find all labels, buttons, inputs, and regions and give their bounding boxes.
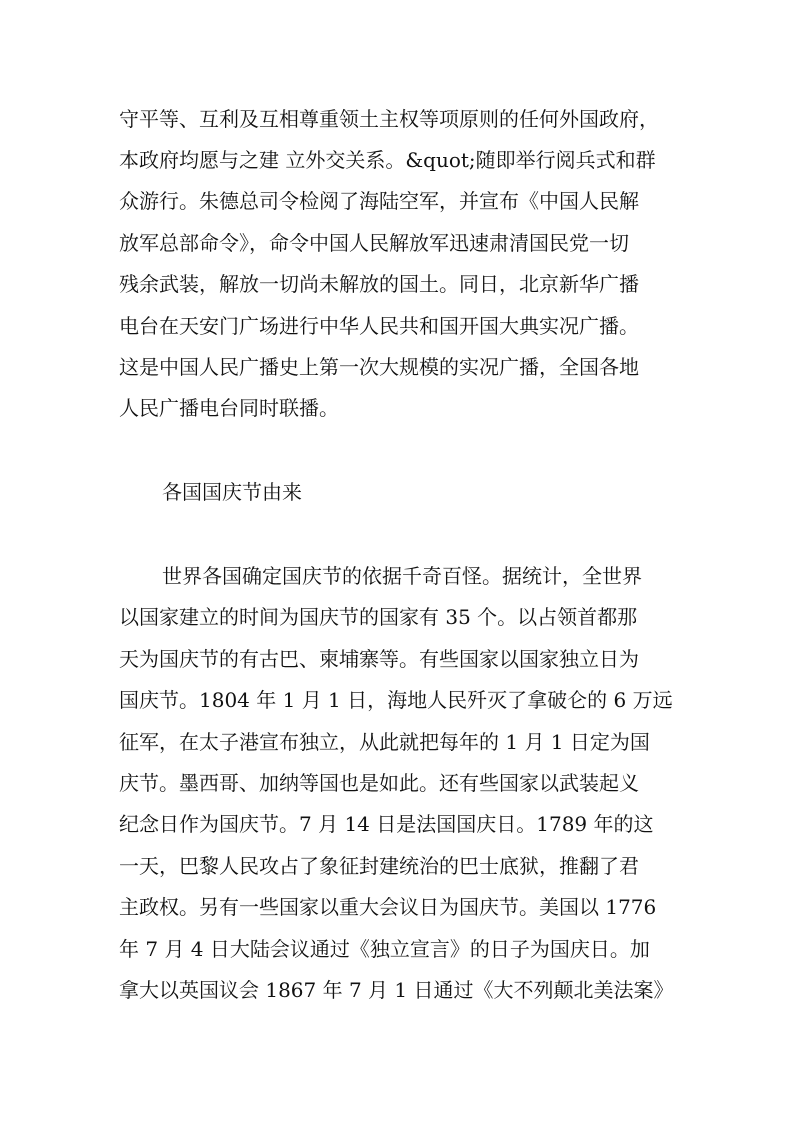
paragraph-line: 一天，巴黎人民攻占了象征封建统治的巴士底狱，推翻了君 (119, 854, 639, 878)
paragraph-line: 电台在天安门广场进行中华人民共和国开国大典实况广播。 (119, 314, 639, 338)
paragraph-line: 本政府均愿与之建 立外交关系。&quot;随即举行阅兵式和群 (119, 148, 656, 172)
paragraph-line: 年 7 月 4 日大陆会议通过《独立宣言》的日子为国庆日。加 (119, 937, 650, 961)
paragraph-line: 放军总部命令》，命令中国人民解放军迅速肃清国民党一切 (119, 231, 629, 255)
paragraph-line: 拿大以英国议会 1867 年 7 月 1 日通过《大不列颠北美法案》 (119, 978, 674, 1002)
paragraph-line: 世界各国确定国庆节的依据千奇百怪。据统计，全世界 (162, 564, 642, 588)
paragraph-line: 纪念日作为国庆节。7 月 14 日是法国国庆日。1789 年的这 (119, 812, 654, 836)
paragraph-line: 人民广播电台同时联播。 (119, 396, 339, 420)
paragraph-line: 天为国庆节的有古巴、柬埔寨等。有些国家以国家独立日为 (119, 647, 639, 671)
paragraph-line: 这是中国人民广播史上第一次大规模的实况广播，全国各地 (119, 355, 639, 379)
paragraph-line: 守平等、互利及互相尊重领土主权等项原则的任何外国政府， (119, 107, 659, 131)
paragraph-line: 众游行。朱德总司令检阅了海陆空军，并宣布《中国人民解 (119, 189, 639, 213)
paragraph-line: 主政权。另有一些国家以重大会议日为国庆节。美国以 1776 (119, 895, 657, 919)
paragraph-line: 征军，在太子港宣布独立，从此就把每年的 1 月 1 日定为国 (119, 730, 650, 754)
paragraph-line: 以国家建立的时间为国庆节的国家有 35 个。以占领首都那 (119, 605, 638, 629)
paragraph-line: 国庆节。1804 年 1 月 1 日，海地人民歼灭了拿破仑的 6 万远 (119, 688, 673, 712)
section-heading: 各国国庆节由来 (162, 480, 302, 504)
paragraph-line: 残余武装，解放一切尚未解放的国土。同日，北京新华广播 (119, 272, 639, 296)
paragraph-line: 庆节。墨西哥、加纳等国也是如此。还有些国家以武装起义 (119, 771, 639, 795)
